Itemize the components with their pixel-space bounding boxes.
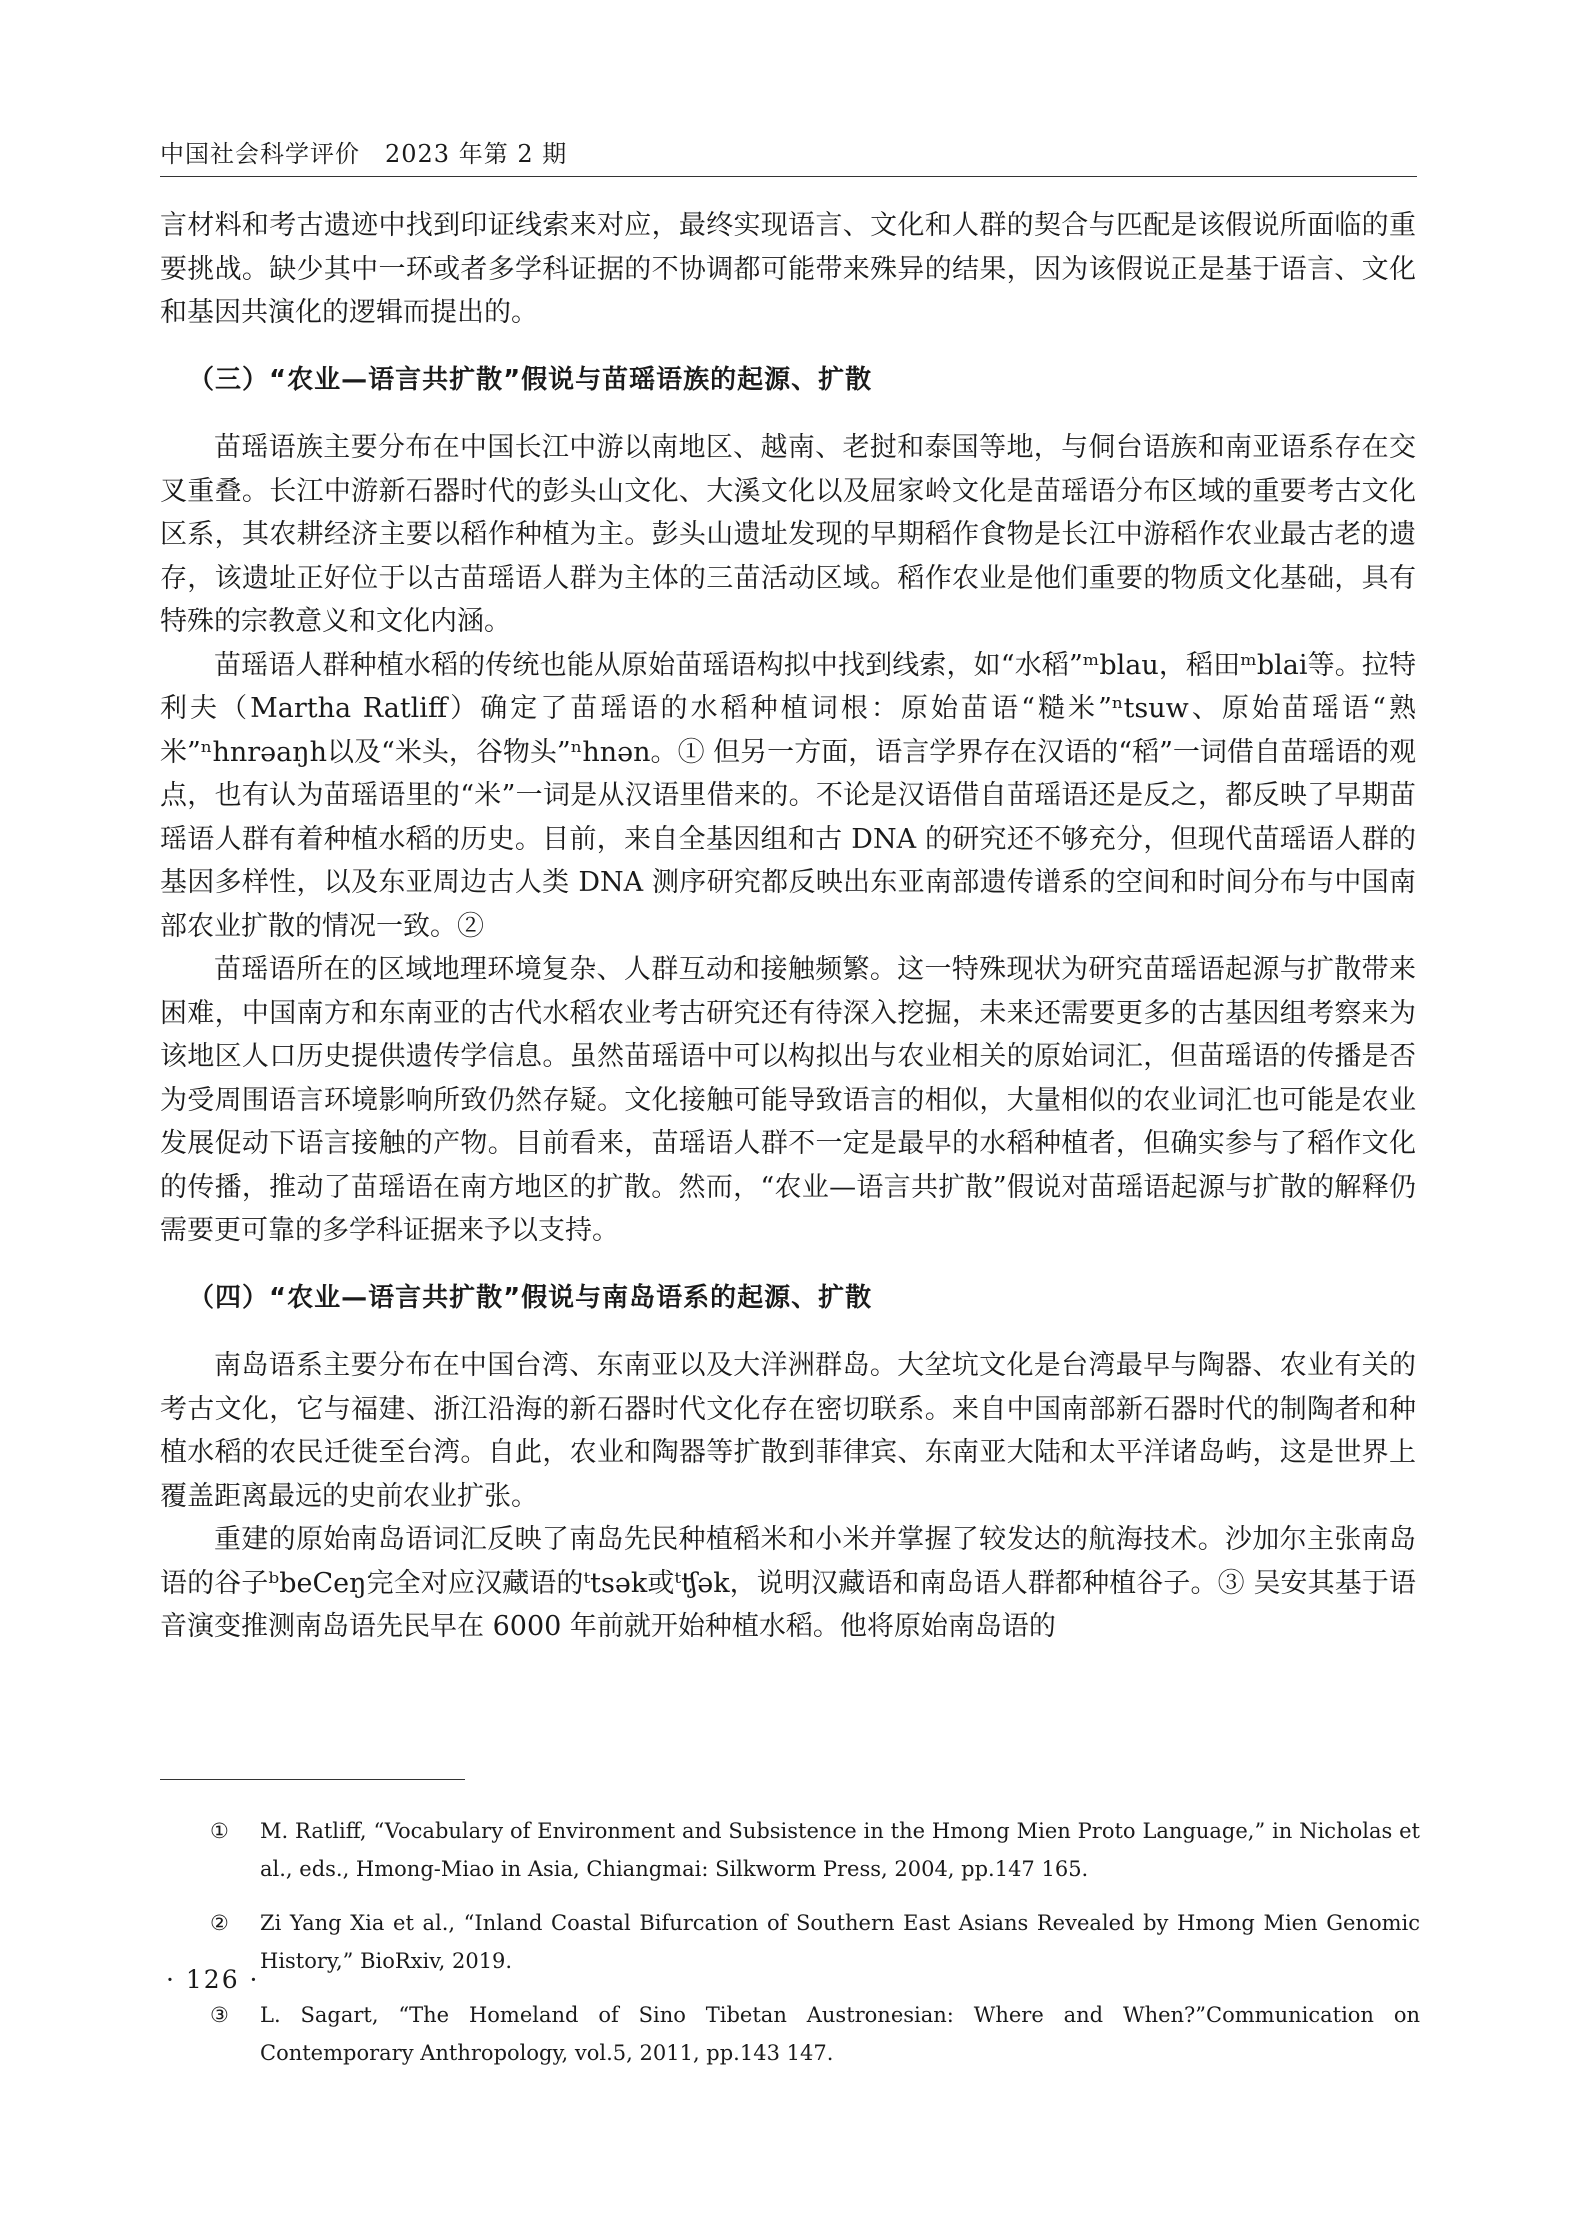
page-number: · 126 · — [166, 1965, 260, 1994]
header-divider — [160, 176, 1417, 177]
footnote — [210, 1904, 1420, 1980]
paragraph: 苗瑶语族主要分布在中国长江中游以南地区、越南、老挝和泰国等地，与侗台语族和南亚语系存在交叉重叠。长江中游新石器时代的彭头山文化、大溪文化以及屈家岭文化是苗瑶语分布区域的重要考古文化区系，其农耕经济主要以稻作种植为主。彭头山遗址发现的早期稻作食物是长江中游稻作农业最古老的遗存，该遗址正好位于以古苗瑶语人群为主体的三苗活动区域。稻作农业是他们重要的物质文化基础，具有特殊的宗教意义和文化内涵。 — [160, 432, 1416, 637]
paragraph: 重建的原始南岛语词汇反映了南岛先民种植稻米和小米并掌握了较发达的航海技术。沙加尔主张南岛语的谷子ᵇbeCeŋ完全对应汉藏语的ᵗtsək或ᵗʧək，说明汉藏语和南岛语人群都种植谷子。③ 吴安其基于语音演变推测南岛语先民早在 6000 年前就开始种植水稻。他将原始南岛语的 — [160, 1524, 1416, 1642]
footnote-marker: ③ — [210, 2003, 229, 2027]
footnote-divider — [160, 1779, 465, 1780]
footnotes — [210, 1812, 1420, 2088]
article-body — [160, 204, 1416, 1649]
paragraph: 苗瑶语人群种植水稻的传统也能从原始苗瑶语构拟中找到线索，如“水稻”ᵐblau，稻田ᵐblai等。拉特利夫（Martha Ratliff）确定了苗瑶语的水稻种植词根：原始苗语“糙米”ⁿtsuw、原始苗瑶语“熟米”ⁿhnrəaŋh以及“米头，谷物头”ⁿhnən。① 但另一方面，语言学界存在汉语的“稻”一词借自苗瑶语的观点，也有认为苗瑶语里的“米”一词是从汉语里借来的。不论是汉语借自苗瑶语还是反之，都反映了早期苗瑶语人群有着种植水稻的历史。目前，来自全基因组和古 DNA 的研究还不够充分，但现代苗瑶语人群的基因多样性，以及东亚周边古人类 DNA 测序研究都反映出东亚南部遗传谱系的空间和时间分布与中国南部农业扩散的情况一致。② — [160, 649, 1416, 942]
paragraph: 南岛语系主要分布在中国台湾、东南亚以及大洋洲群岛。大坌坑文化是台湾最早与陶器、农业有关的考古文化，它与福建、浙江沿海的新石器时代文化存在密切联系。来自中国南部新石器时代的制陶者和种植水稻的农民迁徙至台湾。自此，农业和陶器等扩散到菲律宾、东南亚大陆和太平洋诸岛屿，这是世界上覆盖距离最远的史前农业扩张。 — [160, 1350, 1416, 1512]
section-heading-3: （三）“农业—语言共扩散”假说与苗瑶语族的起源、扩散 — [188, 364, 873, 395]
footnote — [210, 1812, 1420, 1888]
footnote-marker: ② — [210, 1911, 229, 1935]
footnote-text: M. Ratliff, “Vocabulary of Environment and Subsistence in the Hmong Mien Proto Language,” in Nicholas et al., eds., Hmong-Miao in Asia, Chiangmai: Silkworm Press, 2004, pp.147 165. — [260, 1819, 1420, 1881]
paragraph-continued: 言材料和考古遗迹中找到印证线索来对应，最终实现语言、文化和人群的契合与匹配是该假说所面临的重要挑战。缺少其中一环或者多学科证据的不协调都可能带来殊异的结果，因为该假说正是基于语言、文化和基因共演化的逻辑而提出的。 — [160, 210, 1416, 328]
footnote-marker: ① — [210, 1819, 229, 1843]
footnote-text: Zi Yang Xia et al., “Inland Coastal Bifurcation of Southern East Asians Revealed by Hmong Mien Genomic History,” BioRxiv, 2019. — [260, 1911, 1420, 1973]
footnote-text: L. Sagart, “The Homeland of Sino Tibetan Austronesian: Where and When?”Communication on Contemporary Anthropology, vol.5, 2011, pp.143 147. — [260, 2003, 1420, 2065]
section-heading-4: （四）“农业—语言共扩散”假说与南岛语系的起源、扩散 — [188, 1282, 873, 1313]
running-header: 中国社会科学评价 2023 年第 2 期 — [160, 140, 568, 168]
paragraph: 苗瑶语所在的区域地理环境复杂、人群互动和接触频繁。这一特殊现状为研究苗瑶语起源与扩散带来困难，中国南方和东南亚的古代水稻农业考古研究还有待深入挖掘，未来还需要更多的古基因组考察来为该地区人口历史提供遗传学信息。虽然苗瑶语中可以构拟出与农业相关的原始词汇，但苗瑶语的传播是否为受周围语言环境影响所致仍然存疑。文化接触可能导致语言的相似，大量相似的农业词汇也可能是农业发展促动下语言接触的产物。目前看来，苗瑶语人群不一定是最早的水稻种植者，但确实参与了稻作文化的传播，推动了苗瑶语在南方地区的扩散。然而，“农业—语言共扩散”假说对苗瑶语起源与扩散的解释仍需要更可靠的多学科证据来予以支持。 — [160, 954, 1416, 1246]
footnote — [210, 1996, 1420, 2072]
